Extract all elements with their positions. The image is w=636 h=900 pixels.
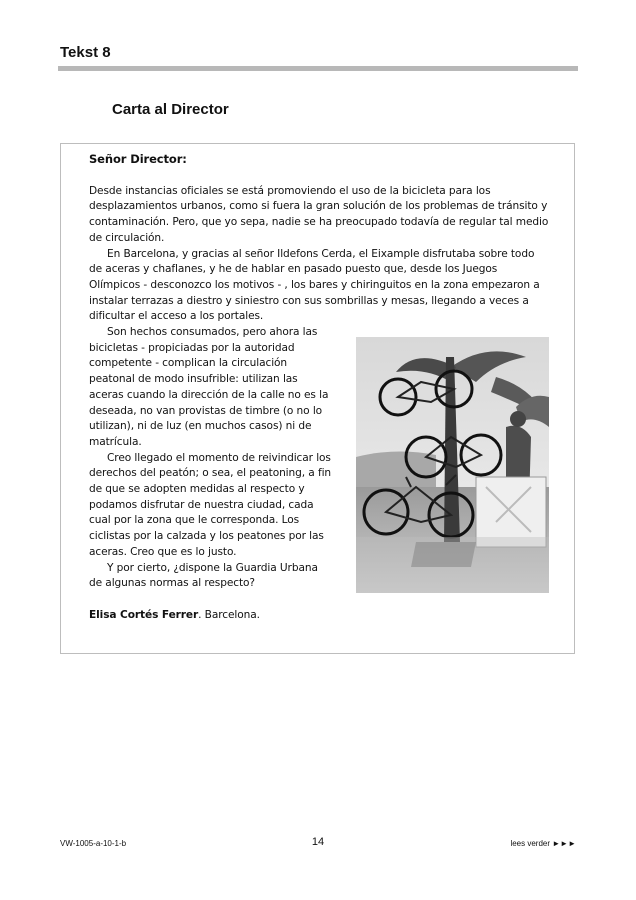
bicycles-photo-image (356, 337, 549, 593)
letter-paragraph-5: Y por cierto, ¿dispone la Guardia Urbana de algunas normas al respecto? (89, 561, 318, 590)
letter-paragraph-1: Desde instancias oficiales se está promoviendo el uso de la bicicleta para los desplazamientos urbanos, como si fuera la gran solución de los problemas de tránsito y contaminación. Pero, que yo sepa, nadie se ha preocupado todavía de regular tal medio de circulación. (89, 184, 549, 244)
header-rule (58, 66, 578, 71)
footer-continue-link[interactable]: lees verder ►►► (510, 839, 576, 848)
letter-salutation: Señor Director: (89, 152, 187, 166)
footer-document-code: VW-1005-a-10-1-b (60, 839, 127, 848)
signature-name: Elisa Cortés Ferrer (89, 608, 199, 621)
letter-paragraph-2: En Barcelona, y gracias al señor Ildefons Cerda, el Eixample disfrutaba sobre todo de aceras y chaflanes, y he de hablar en pasado puesto que, desde los Juegos Olímpicos - desconozco los motivos - , los bares y chiringuitos en la zona empezaron a instalar terrazas a diestro y siniestro con sus sombrillas y mesas, llegando a veces a dificultar el acceso a los portales. (89, 247, 540, 323)
signature-place: . Barcelona. (198, 608, 260, 621)
article-title: Carta al Director (112, 101, 229, 118)
page-header-title: Tekst 8 (60, 44, 111, 61)
letter-paragraph-4: Creo llegado el momento de reivindicar los derechos del peatón; o sea, el peatoning, a fin de que se adopten medidas al respecto y podamos disfrutar de nuestra ciudad, cada cual por la zona que le corresponda. Los ciclistas por la calzada y los peatones por las aceras. Creo que es lo justo. (89, 451, 332, 558)
letter-text (89, 152, 549, 624)
page-number: 14 (311, 836, 325, 848)
letter-signature (89, 608, 549, 624)
letter-paragraph-3: Son hechos consumados, pero ahora las bicicletas - propiciadas por la autoridad competente - complican la circulación peatonal de modo insufrible: utilizan las aceras cuando la dirección de la calle no es la deseada, no van provistas de timbre (o no lo utilizan), ni de luz (en muchos casos) ni de matrícula. (89, 326, 329, 448)
letter-box (60, 143, 575, 654)
bicycles-photo (356, 337, 549, 593)
